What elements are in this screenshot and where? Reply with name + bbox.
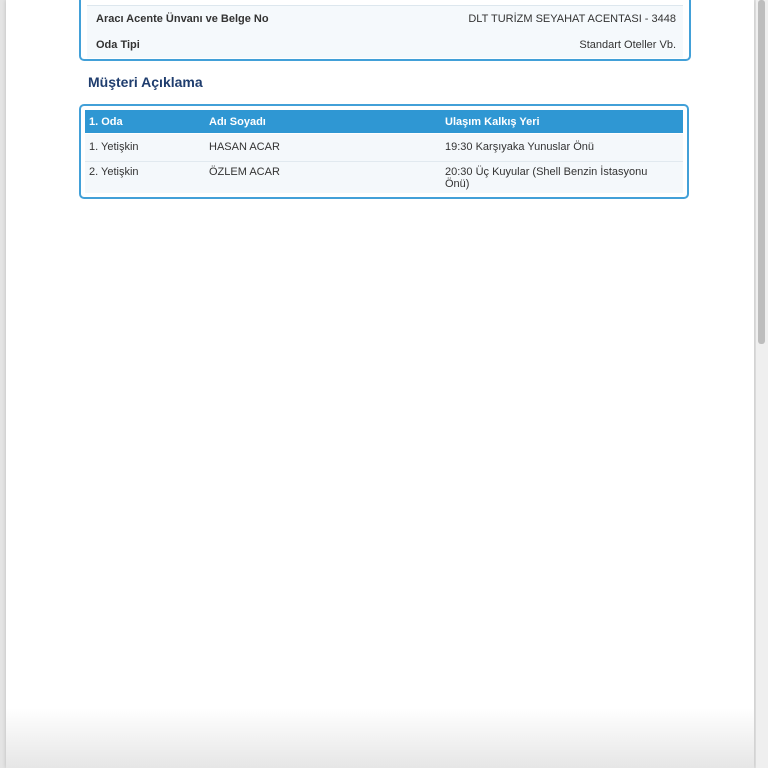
guest-name: ÖZLEM ACAR [209,166,280,178]
details-value: DLT TURİZM SEYAHAT ACENTASI - 3448 [468,13,676,25]
table-header [85,110,683,133]
column-header-room: 1. Oda [89,116,123,128]
column-header-pickup: Ulaşım Kalkış Yeri [445,116,540,128]
details-value: Standart Oteller Vb. [579,39,676,51]
details-label: Oda Tipi [96,39,140,51]
scrollbar-thumb[interactable] [758,0,765,344]
table-row [85,162,683,193]
guest-type: 1. Yetişkin [89,141,139,153]
guest-pickup: 20:30 Üç Kuyular (Shell Benzin İstasyonu Önü) [445,166,648,190]
guests-table [79,104,689,199]
guest-name: HASAN ACAR [209,141,280,153]
guest-type: 2. Yetişkin [89,166,139,178]
details-label: Aracı Acente Ünvanı ve Belge No [96,13,269,25]
section-title: Müşteri Açıklama [88,74,203,90]
page-bottom-shadow [6,708,754,768]
guest-pickup: 19:30 Karşıyaka Yunuslar Önü [445,141,595,153]
table-row [85,134,683,162]
details-row-room-type [87,32,683,58]
reservation-details-box [79,0,691,61]
document-page [6,0,754,768]
details-row-agency [87,5,683,33]
column-header-name: Adı Soyadı [209,116,266,128]
